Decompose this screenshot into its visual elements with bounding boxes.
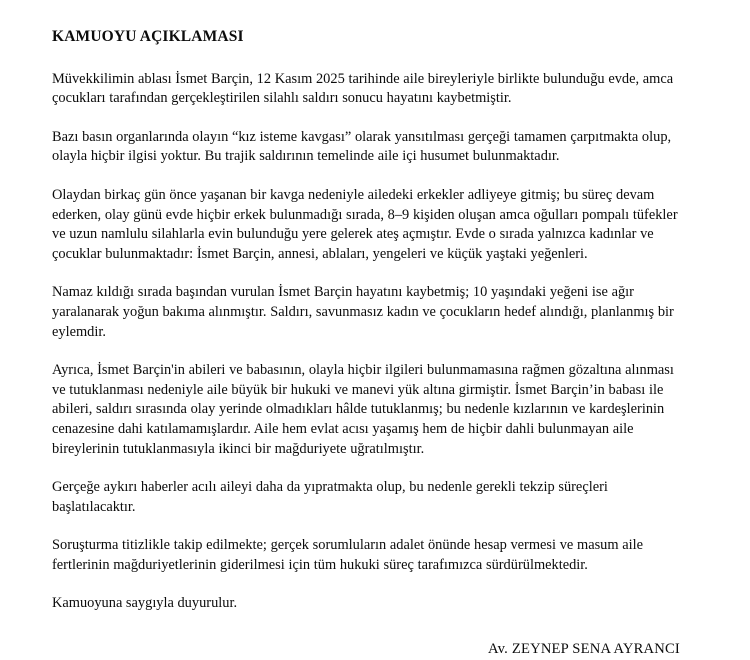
closing-line: Kamuoyuna saygıyla duyurulur. — [52, 595, 238, 612]
page-title: KAMUOYU AÇIKLAMASI — [52, 28, 244, 45]
signatory-name: Av. ZEYNEP SENA AYRANCI — [487, 641, 680, 658]
paragraph: Olaydan birkaç gün önce yaşanan bir kavga nedeniyle ailedeki erkekler adliyeye gitmiş; bu süreç devam ederken, olay günü evde hiçbir erkek bulunmadığı sırada, 8–9 kişiden oluşan amca oğulları pompalı tüfekler ve uzun namlulu silahlarla evin bulunduğu yere gelerek ateş açmıştır. Evde o sırada yalnızca kadınlar ve çocuklar bulunmaktadır: İsmet Barçin, annesi, ablaları, yengeleri ve küçük yaştaki yeğenleri. — [52, 186, 678, 262]
paragraph: Gerçeğe aykırı haberler acılı aileyi daha da yıpratmakta olup, bu nedenle gerekli tekzip süreçleri başlatılacaktır. — [52, 479, 608, 515]
paragraph: Soruşturma titizlikle takip edilmekte; gerçek sorumluların adalet önünde hesap vermesi ve masum aile fertlerinin mağduriyetlerinin giderilmesi için tüm hukuki süreç tarafımızca sürdürülmektedir. — [52, 537, 644, 573]
paragraph: Müvekkilimin ablası İsmet Barçin, 12 Kasım 2025 tarihinde aile bireyleriyle birlikte bulunduğu evde, amca çocukları tarafından gerçekleştirilen silahlı saldırı sonucu hayatını kaybetmiştir. — [52, 70, 674, 107]
document-body — [52, 70, 680, 614]
paragraph: Bazı basın organlarında olayın “kız isteme kavgası” olarak yansıtılması gerçeği tamamen çarpıtmakta olup, olayla hiçbir ilgisi yoktur. Bu trajik saldırının temelinde aile içi husumet bulunmaktadır. — [52, 128, 672, 165]
paragraph: Namaz kıldığı sırada başından vurulan İsmet Barçin hayatını kaybetmiş; 10 yaşındaki yeğeni ise ağır yaralanarak yoğun bakıma alınmıştır. Saldırı, savunmasız kadın ve çocukların hedef alındığı, planlanmış bir eylemdir. — [52, 284, 674, 340]
paragraph: Ayrıca, İsmet Barçin'in abileri ve babasının, olayla hiçbir ilgileri bulunmamasına rağmen gözaltına alınması ve tutuklanması nedeniyle aile büyük bir hukuki ve manevi yük altına girmiştir. İsmet Barçin’in babası ile abileri, saldırı sırasında olay yerinde olmadıkları hâlde tutuklanmış; bu nedenle kızlarının ve kardeşlerinin cenazesine dahi katılamamışlardır. Aile hem evlat acısı yaşamış hem de hiçbir dahli bulunmayan aile bireylerinin tutuklanmasıyla ikinci bir mağduriyete uğratılmıştır. — [52, 362, 674, 457]
signature-block — [52, 640, 680, 660]
